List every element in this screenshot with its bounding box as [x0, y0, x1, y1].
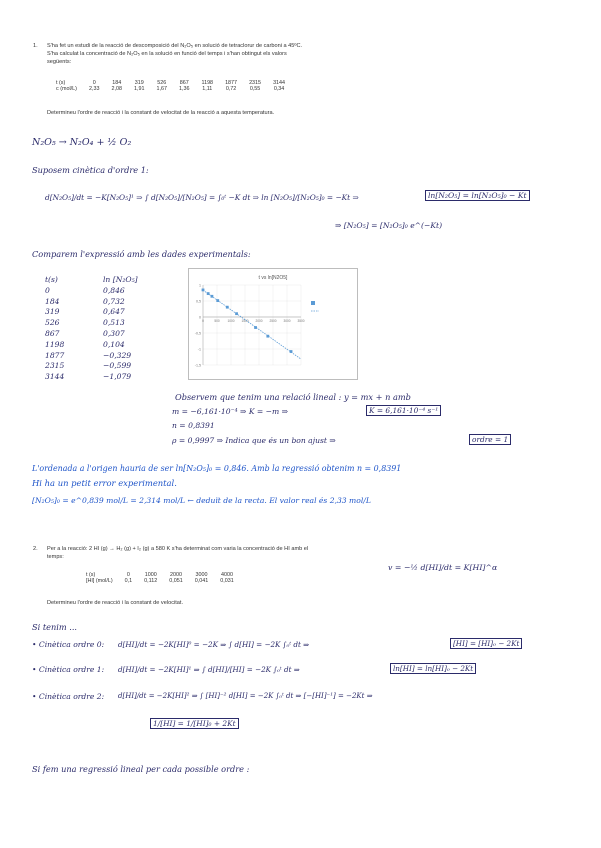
table-cell: 3144: [45, 372, 65, 382]
data-point: [290, 350, 293, 353]
q2-statement-line2: temps:: [47, 554, 64, 560]
blue-note-line2: Hi ha un petit error experimental.: [32, 478, 177, 488]
blue-note-line1: L'ordenada a l'origen hauria de ser ln[N₂O₅]₀ = 0,846. Amb la regressió obtenim n = 0,8391: [32, 464, 402, 473]
table-cell: 0: [92, 80, 96, 86]
row-label: t (s): [86, 572, 96, 578]
ordre-boxed: ordre = 1: [469, 434, 511, 445]
q2-instruction: Determineu l'ordre de reacció i la constant de velocitat.: [47, 600, 184, 606]
table-cell: 0,031: [220, 578, 234, 584]
table-row: [45, 297, 148, 308]
table-cell: 2,08: [111, 86, 122, 92]
table-cell: 0,112: [144, 578, 158, 584]
x-tick-label: 1000: [227, 319, 235, 323]
table-cell: 1,36: [178, 86, 190, 92]
table-cell: 1877: [45, 350, 65, 360]
table-cell: 0,55: [249, 86, 261, 92]
ordre1-boxed: ln[HI] = ln[HI]₀ − 2Kt: [390, 663, 476, 674]
comparem-text: Comparem l'expressió amb les dades experimentals:: [32, 249, 251, 259]
table-cell: 0,104: [103, 339, 125, 349]
ordre0-boxed: [HI] = [HI]₀ − 2Kt: [450, 638, 522, 649]
x-tick-label: 0: [202, 319, 204, 323]
table-cell: 2000: [170, 572, 182, 578]
y-tick-label: -0,5: [194, 331, 201, 336]
table-cell: 319: [45, 307, 60, 317]
data-point: [254, 326, 257, 329]
x-tick-label: 3500: [297, 319, 305, 323]
ordre0-label: • Cinètica ordre 0:: [32, 640, 105, 649]
rate-constant-boxed: K = 6,161·10⁻⁴ s⁻¹: [366, 405, 441, 416]
table-row: [45, 329, 148, 340]
table-cell: 0,647: [103, 307, 125, 317]
table-row: [80, 578, 240, 584]
q1-instruction: Determineu l'ordre de reacció i la constant de velocitat de la reacció a aquesta temperatura.: [47, 110, 275, 116]
q1-statement-line1: S'ha fet un estudi de la reacció de descomposició del N₂O₅ en solució de tetraclorur de carboni a 45ºC.: [47, 43, 303, 49]
si-tenim-text: Si tenim ...: [32, 622, 78, 632]
table-row: [45, 286, 148, 297]
table-cell: 184: [45, 296, 60, 306]
table-cell: 0,513: [103, 318, 125, 328]
table-cell: 867: [179, 80, 189, 86]
table-cell: 1198: [201, 80, 214, 86]
table-cell: 1000: [144, 572, 157, 578]
table-cell: 0: [45, 285, 50, 295]
ordre2-label: • Cinètica ordre 2:: [32, 692, 105, 701]
data-point: [202, 289, 205, 292]
ordre0-derivation: d[HI]/dt = −2K[HI]⁰ = −2K ⇒ ∫ d[HI] = −2K ∫₀ᵗ dt ⇒: [118, 640, 310, 649]
table-cell: 867: [45, 328, 60, 338]
data-point: [207, 292, 210, 295]
table-cell: 1,67: [156, 86, 167, 92]
rate-equation: v = −½ d[HI]/dt = K[HI]^α: [388, 563, 498, 572]
intercept-line: n = 0,8391: [172, 421, 215, 430]
table-cell: 319: [134, 80, 144, 86]
q1-statement-line2: S'ha calculat la concentració de N₂O₅ en la solució en funció del temps i s'han obtingut els valors: [47, 51, 287, 57]
chart-legend: [311, 301, 319, 311]
data-point: [266, 335, 269, 338]
table-row: [45, 361, 148, 372]
table-row: [45, 307, 148, 318]
table-row: [45, 340, 148, 351]
table-cell: 2,33: [88, 86, 100, 92]
chart-title: t vs ln[N2O5]: [258, 275, 288, 281]
table-cell: −0,599: [103, 361, 132, 371]
q1-number: 1.: [33, 43, 38, 49]
observem-text: Observem que tenim una relació lineal : y = mx + n amb: [175, 392, 411, 402]
rate-law-derivation: d[N₂O₅]/dt = −K[N₂O₅]¹ ⇒ ∫ d[N₂O₅]/[N₂O₅] = ∫₀ᵗ −K dt ⇒ ln [N₂O₅]/[N₂O₅]₀ = −Kt ⇒: [45, 193, 359, 202]
y-tick-label: 0: [199, 315, 201, 320]
column-header: ln [N₂O₅]: [103, 275, 138, 284]
table-row: [45, 351, 148, 362]
y-tick-label: -1: [197, 347, 201, 352]
table-cell: 0,041: [194, 578, 209, 584]
column-header: t(s): [45, 275, 58, 284]
table-cell: 0,846: [103, 285, 125, 295]
y-tick-label: -1,5: [194, 363, 201, 368]
table-cell: 1198: [45, 339, 65, 349]
table-header-row: [45, 275, 148, 286]
chart-svg: [189, 269, 357, 379]
slope-line: m = −6,161·10⁻⁴ ⇒ K = −m ⇒: [172, 407, 289, 416]
row-label: t (s): [56, 80, 66, 86]
ordre1-derivation: d[HI]/dt = −2K[HI]¹ ⇒ ∫ d[HI]/[HI] = −2K ∫₀ᵗ dt ⇒: [118, 665, 300, 674]
table-cell: 3144: [273, 80, 286, 86]
x-tick-label: 2500: [269, 319, 277, 323]
data-point: [235, 312, 238, 315]
ordre1-label: • Cinètica ordre 1:: [32, 665, 105, 674]
x-tick-label: 2000: [255, 319, 263, 323]
table-row: [45, 372, 148, 383]
q1-statement-line3: següents:: [47, 59, 72, 65]
table-row: [50, 86, 291, 92]
table-cell: 0,051: [169, 578, 183, 584]
reaction-equation: N₂O₅ → N₂O₄ + ½ O₂: [32, 137, 132, 148]
q2-data-table: [80, 572, 240, 584]
table-cell: 0: [126, 572, 130, 578]
table-cell: 0,732: [103, 296, 125, 306]
x-tick-label: 500: [214, 319, 220, 323]
q2-number: 2.: [33, 546, 38, 552]
table-cell: 1,91: [133, 86, 145, 92]
row-label: [HI] (mol/L): [86, 578, 113, 584]
q2-statement-line1: Per a la reacció: 2 HI (g) → H₂ (g) + I₂ (g) a 580 K s'ha determinat com varia la concentració de HI amb el: [47, 546, 309, 552]
ordre2-boxed: 1/[HI] = 1/[HI]₀ + 2Kt: [150, 718, 239, 729]
regression-chart: [188, 268, 358, 380]
ln-data-table: [45, 275, 148, 383]
exponential-form: ⇒ [N₂O₅] = [N₂O₅]₀ e^(−Kt): [335, 221, 443, 230]
integrated-law-boxed: ln[N₂O₅] = ln[N₂O₅]₀ − Kt: [425, 190, 530, 201]
table-cell: 1877: [225, 80, 238, 86]
y-tick-label: 1: [199, 283, 201, 288]
table-cell: −1,079: [103, 372, 132, 382]
table-cell: 1,11: [202, 86, 213, 92]
y-tick-label: 0,5: [196, 299, 201, 304]
correlation-line: ρ = 0,9997 ⇒ Indica que és un bon ajust ⇒: [172, 436, 336, 445]
blue-note-line3: [N₂O₅]₀ = e^0,839 mol/L = 2,314 mol/L ← deduït de la recta. El valor real és 2,33 mol/L: [32, 496, 371, 505]
table-cell: 526: [157, 80, 167, 86]
legend-marker: [311, 301, 315, 305]
table-cell: 0,34: [273, 86, 285, 92]
table-cell: −0,329: [103, 350, 132, 360]
table-cell: 0,1: [124, 578, 133, 584]
table-cell: 184: [112, 80, 122, 86]
table-row: [45, 318, 148, 329]
table-cell: 0,72: [225, 86, 237, 92]
q1-data-table: [50, 80, 291, 92]
table-cell: 0,307: [103, 328, 125, 338]
table-cell: 3000: [195, 572, 208, 578]
table-cell: 4000: [221, 572, 233, 578]
data-point: [216, 299, 219, 302]
data-point: [211, 295, 214, 298]
final-text: Si fem una regressió lineal per cada possible ordre :: [32, 764, 250, 774]
suposem-text: Suposem cinètica d'ordre 1:: [32, 165, 149, 175]
data-point: [226, 306, 229, 309]
row-label: c (mol/L): [56, 86, 77, 92]
table-cell: 2315: [45, 361, 65, 371]
table-cell: 526: [45, 318, 60, 328]
ordre2-derivation: d[HI]/dt = −2K[HI]² ⇒ ∫ [HI]⁻² d[HI] = −2K ∫₀ᵗ dt ⇒ [−[HI]⁻¹] = −2Kt ⇒: [118, 692, 373, 700]
x-tick-label: 1500: [241, 319, 249, 323]
x-tick-label: 3000: [283, 319, 291, 323]
table-cell: 2315: [249, 80, 262, 86]
